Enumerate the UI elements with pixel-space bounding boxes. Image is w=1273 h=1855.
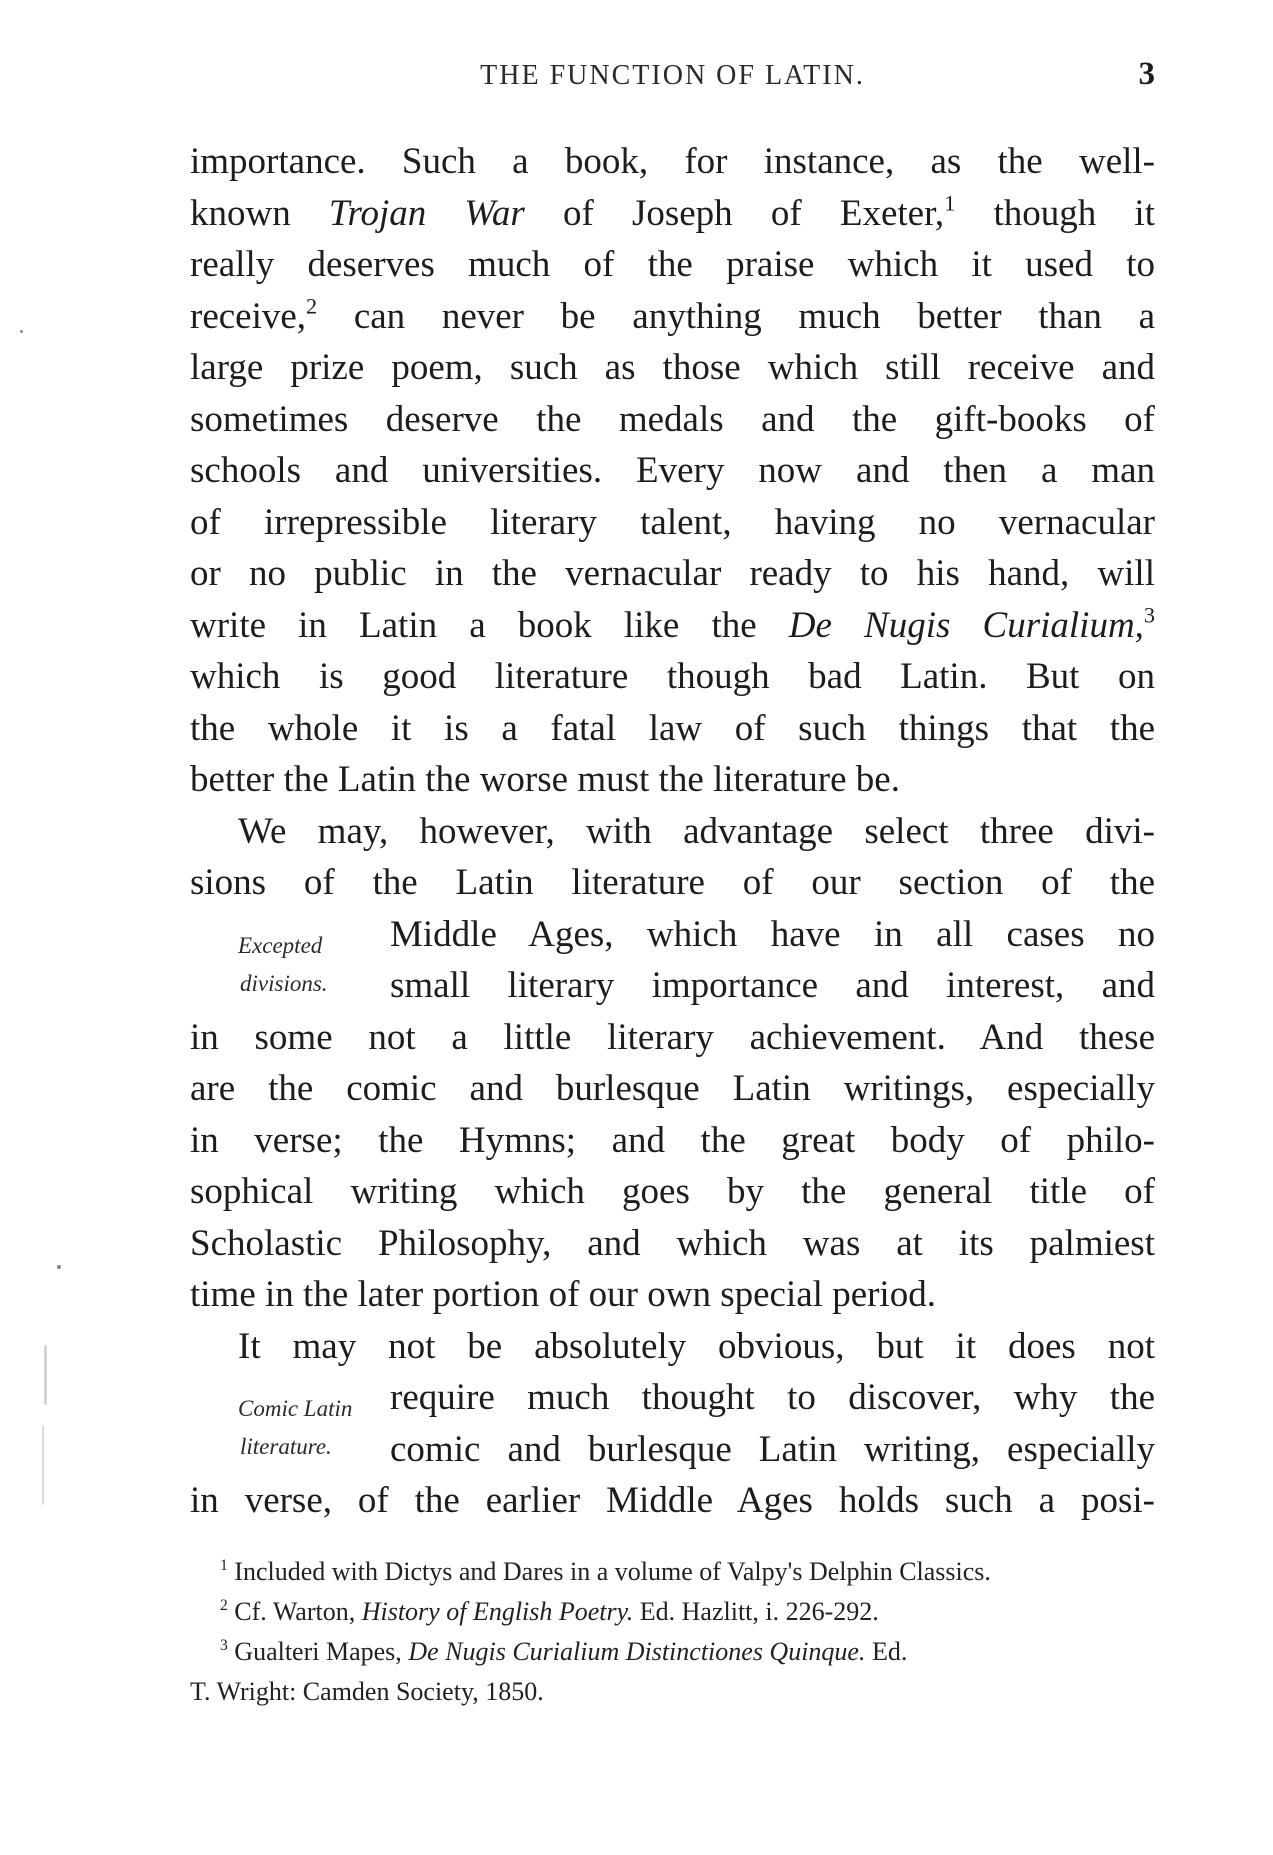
text-line: are the comic and burlesque Latin writings, especially bbox=[190, 1068, 1155, 1109]
book-title: Trojan War bbox=[328, 192, 525, 234]
text-line: comic and burlesque Latin writing, especially bbox=[390, 1428, 1155, 1470]
text-line: in some not a little literary achievement. And these bbox=[190, 1016, 1155, 1058]
sidenote-comic-latin: Comic Latin literature. bbox=[238, 1396, 353, 1459]
running-head bbox=[190, 56, 1155, 100]
text-line: really deserves much of the praise which it used to bbox=[190, 244, 1155, 285]
text-line: Scholastic Philosophy, and which was at its palmiest bbox=[190, 1222, 1155, 1264]
scan-speck bbox=[42, 1425, 44, 1505]
footnote-3: $^3$ Gualteri Mapes, De Nugis Curialium Distinctiones Quinque. Ed. bbox=[220, 1636, 908, 1666]
text-line: which is good literature though bad Latin. But on bbox=[190, 656, 1155, 697]
text-line: sophical writing which goes by the general title of bbox=[190, 1171, 1155, 1212]
text-line: write in Latin a book like the De Nugis Curialium,$^3$ bbox=[190, 602, 1155, 646]
text-line: or no public in the vernacular ready to his hand, will bbox=[190, 553, 1155, 594]
footnote-3-continued: T. Wright: Camden Society, 1850. bbox=[190, 1677, 544, 1706]
footnote-ref: 2 bbox=[306, 293, 318, 319]
text-line: schools and universities. Every now and then a man bbox=[190, 450, 1155, 491]
footnote-ref: 3 bbox=[1143, 602, 1155, 628]
text-line: in verse, of the earlier Middle Ages holds such a posi- bbox=[190, 1480, 1155, 1521]
sidenote-excepted-divisions: Excepted divisions. bbox=[238, 933, 328, 996]
scan-speck bbox=[57, 1265, 61, 1269]
text-line: better the Latin the worse must the literature be. bbox=[190, 759, 900, 800]
text-line: sions of the Latin literature of our section of the bbox=[190, 862, 1155, 903]
text-line: in verse; the Hymns; and the great body of philo- bbox=[190, 1119, 1155, 1161]
body-text bbox=[190, 136, 1155, 1527]
text-line: known Trojan War of Joseph of Exeter,$^1$ though it bbox=[190, 190, 1155, 234]
text-line: of irrepressible literary talent, having no vernacular bbox=[190, 501, 1155, 543]
text-line: small literary importance and interest, and bbox=[390, 965, 1155, 1006]
text-line: require much thought to discover, why the bbox=[390, 1377, 1155, 1418]
text-line: receive,$^2$ can never be anything much better than a bbox=[190, 293, 1155, 337]
text-line: the whole it is a fatal law of such things that the bbox=[190, 707, 1155, 749]
text-line: Middle Ages, which have in all cases no bbox=[390, 913, 1155, 955]
scan-speck bbox=[44, 1345, 47, 1405]
footnote-1: $^1$ Included with Dictys and Dares in a volume of Valpy's Delphin Classics. bbox=[220, 1556, 991, 1586]
footnotes bbox=[190, 1552, 1155, 1712]
running-title: THE FUNCTION OF LATIN. bbox=[480, 60, 865, 91]
text-line: sometimes deserve the medals and the gift-books of bbox=[190, 398, 1155, 440]
footnote-ref: 1 bbox=[944, 190, 956, 216]
text-line: importance. Such a book, for instance, as the well- bbox=[190, 141, 1155, 182]
scan-speck bbox=[20, 330, 23, 333]
text-line: We may, however, with advantage select three divi- bbox=[238, 810, 1155, 852]
page-number: 3 bbox=[1138, 56, 1155, 92]
text-line: It may not be absolutely obvious, but it does not bbox=[238, 1325, 1155, 1367]
text-line: time in the later portion of our own special period. bbox=[190, 1274, 936, 1315]
text-line: large prize poem, such as those which still receive and bbox=[190, 347, 1155, 388]
book-title: De Nugis Curialium, bbox=[788, 604, 1144, 646]
footnote-2: $^2$ Cf. Warton, History of English Poetry. Ed. Hazlitt, i. 226-292. bbox=[220, 1596, 879, 1626]
